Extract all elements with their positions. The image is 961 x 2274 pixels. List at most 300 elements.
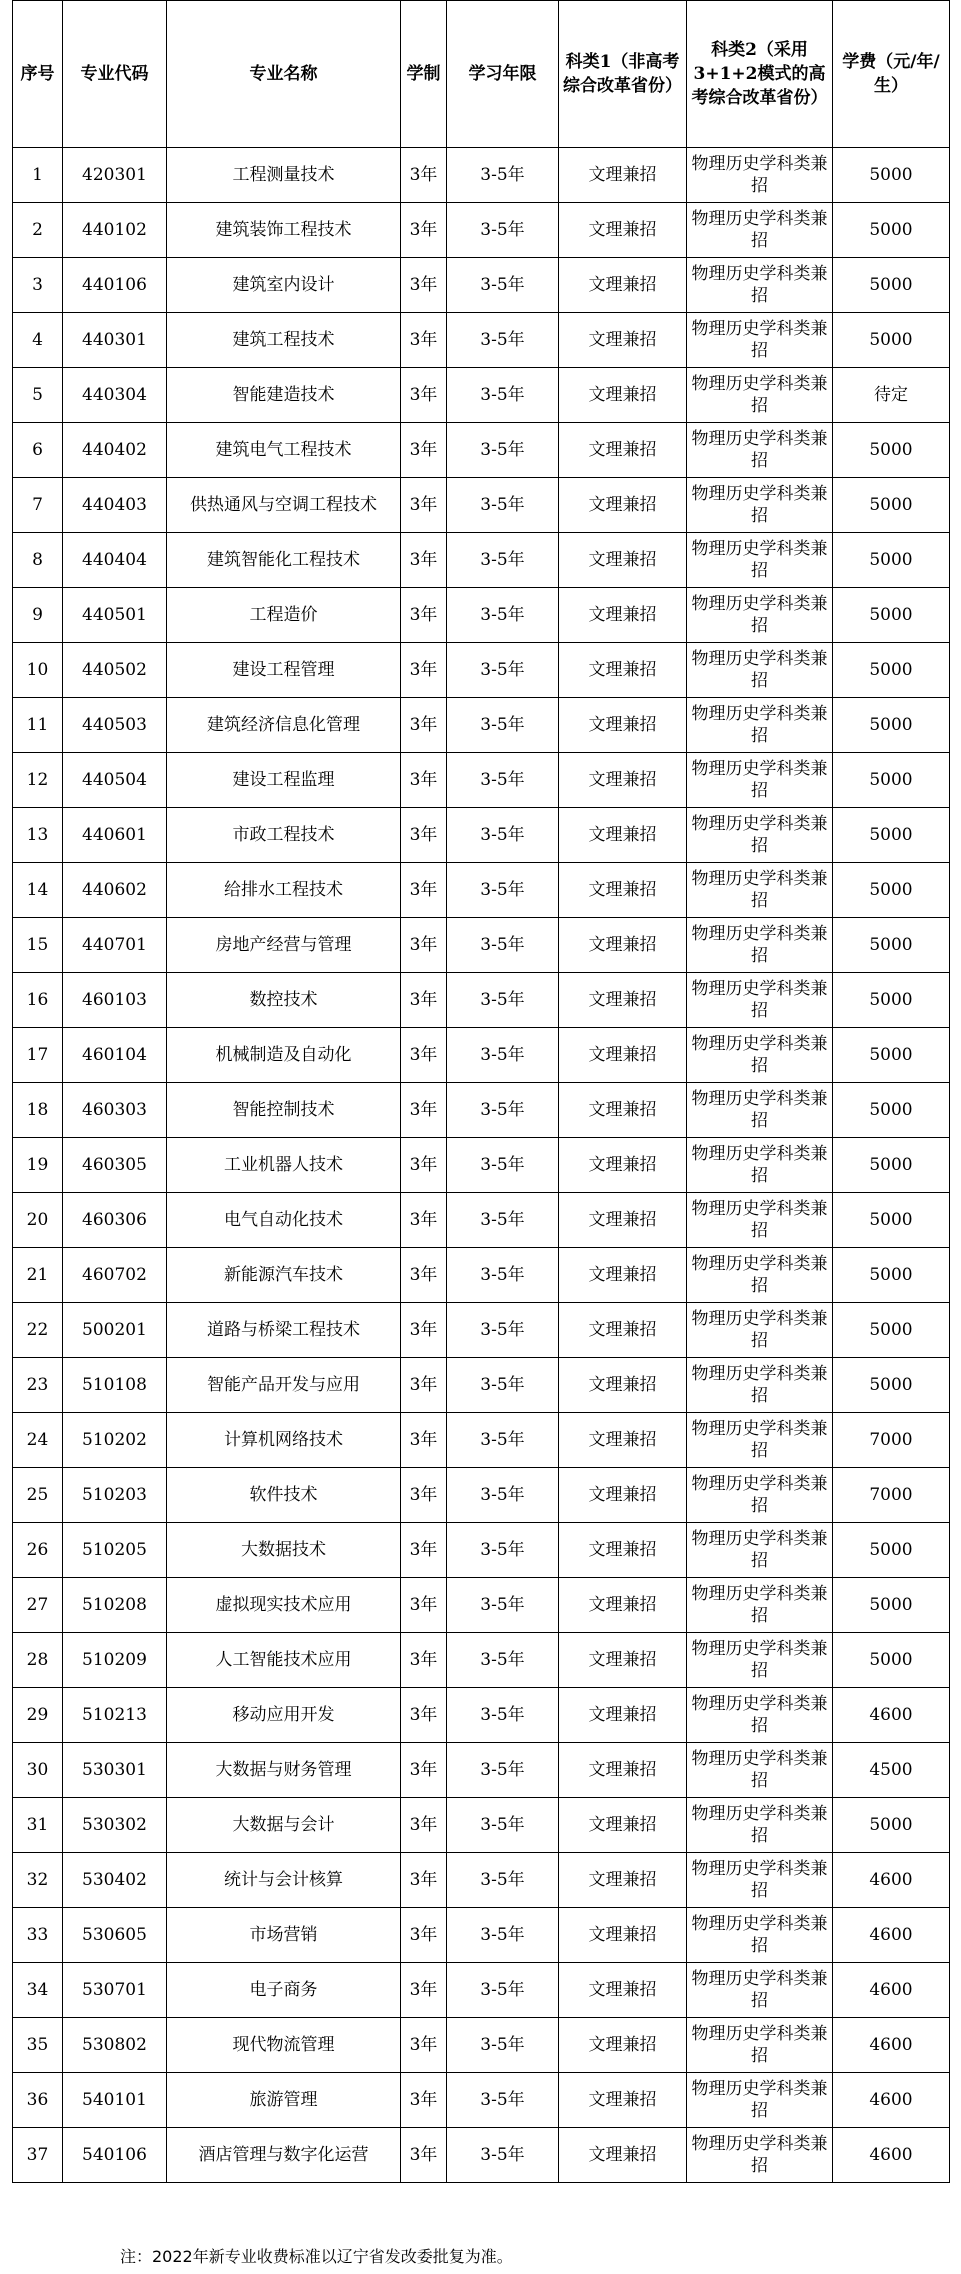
table-row [13, 2073, 950, 2128]
cell-fee: 5000 [833, 808, 950, 863]
cell-system: 3年 [401, 1633, 447, 1688]
cell-years: 3-5年 [447, 258, 559, 313]
cell-system: 3年 [401, 863, 447, 918]
cell-years: 3-5年 [447, 1963, 559, 2018]
cell-fee: 5000 [833, 1358, 950, 1413]
cell-fee: 5000 [833, 1303, 950, 1358]
cell-system: 3年 [401, 258, 447, 313]
cell-fee: 4600 [833, 1853, 950, 1908]
cell-system: 3年 [401, 588, 447, 643]
cell-fee: 4600 [833, 1688, 950, 1743]
cell-fee: 5000 [833, 148, 950, 203]
cell-years: 3-5年 [447, 1578, 559, 1633]
cell-years: 3-5年 [447, 1523, 559, 1578]
cell-system: 3年 [401, 423, 447, 478]
cell-code: 440102 [63, 203, 167, 258]
cell-index: 21 [13, 1248, 63, 1303]
cell-fee: 5000 [833, 533, 950, 588]
document-body [12, 0, 949, 2183]
table-row [13, 1138, 950, 1193]
cell-type1: 文理兼招 [559, 1358, 687, 1413]
cell-code: 540101 [63, 2073, 167, 2128]
cell-fee: 4600 [833, 1908, 950, 1963]
cell-code: 440304 [63, 368, 167, 423]
cell-index: 31 [13, 1798, 63, 1853]
cell-index: 36 [13, 2073, 63, 2128]
cell-system: 3年 [401, 1908, 447, 1963]
cell-type2: 物理历史学科类兼招 [687, 1193, 833, 1248]
cell-name: 市场营销 [167, 1908, 401, 1963]
cell-code: 510213 [63, 1688, 167, 1743]
header-name: 专业名称 [167, 1, 401, 148]
cell-type2: 物理历史学科类兼招 [687, 753, 833, 808]
cell-index: 5 [13, 368, 63, 423]
cell-type1: 文理兼招 [559, 1578, 687, 1633]
cell-code: 510203 [63, 1468, 167, 1523]
cell-name: 建筑经济信息化管理 [167, 698, 401, 753]
cell-code: 510208 [63, 1578, 167, 1633]
cell-type1: 文理兼招 [559, 1193, 687, 1248]
cell-fee: 5000 [833, 423, 950, 478]
table-header-row [13, 1, 950, 148]
cell-name: 建筑装饰工程技术 [167, 203, 401, 258]
cell-years: 3-5年 [447, 1468, 559, 1523]
cell-index: 10 [13, 643, 63, 698]
cell-index: 3 [13, 258, 63, 313]
cell-fee: 5000 [833, 1798, 950, 1853]
cell-index: 11 [13, 698, 63, 753]
cell-fee: 5000 [833, 1083, 950, 1138]
cell-index: 14 [13, 863, 63, 918]
table-row [13, 203, 950, 258]
cell-code: 460104 [63, 1028, 167, 1083]
cell-name: 智能控制技术 [167, 1083, 401, 1138]
cell-system: 3年 [401, 973, 447, 1028]
cell-name: 电子商务 [167, 1963, 401, 2018]
header-index: 序号 [13, 1, 63, 148]
cell-name: 酒店管理与数字化运营 [167, 2128, 401, 2183]
cell-years: 3-5年 [447, 423, 559, 478]
cell-type2: 物理历史学科类兼招 [687, 2073, 833, 2128]
table-body [13, 148, 950, 2183]
header-type1: 科类1（非高考综合改革省份） [559, 1, 687, 148]
cell-index: 18 [13, 1083, 63, 1138]
cell-name: 建筑室内设计 [167, 258, 401, 313]
table-row [13, 1028, 950, 1083]
cell-type1: 文理兼招 [559, 918, 687, 973]
cell-type1: 文理兼招 [559, 1688, 687, 1743]
cell-index: 17 [13, 1028, 63, 1083]
table-row [13, 1633, 950, 1688]
cell-type2: 物理历史学科类兼招 [687, 588, 833, 643]
cell-system: 3年 [401, 1688, 447, 1743]
cell-name: 软件技术 [167, 1468, 401, 1523]
cell-code: 530802 [63, 2018, 167, 2073]
cell-code: 530302 [63, 1798, 167, 1853]
cell-type1: 文理兼招 [559, 1248, 687, 1303]
cell-years: 3-5年 [447, 1688, 559, 1743]
cell-system: 3年 [401, 643, 447, 698]
cell-fee: 5000 [833, 1193, 950, 1248]
cell-code: 460702 [63, 1248, 167, 1303]
cell-index: 29 [13, 1688, 63, 1743]
cell-index: 24 [13, 1413, 63, 1468]
cell-system: 3年 [401, 698, 447, 753]
cell-type2: 物理历史学科类兼招 [687, 1413, 833, 1468]
cell-type1: 文理兼招 [559, 478, 687, 533]
cell-system: 3年 [401, 2073, 447, 2128]
cell-code: 460305 [63, 1138, 167, 1193]
cell-index: 4 [13, 313, 63, 368]
cell-years: 3-5年 [447, 533, 559, 588]
cell-system: 3年 [401, 753, 447, 808]
table-row [13, 643, 950, 698]
cell-name: 计算机网络技术 [167, 1413, 401, 1468]
cell-system: 3年 [401, 808, 447, 863]
cell-system: 3年 [401, 148, 447, 203]
header-fee: 学费（元/年/生） [833, 1, 950, 148]
table-row [13, 533, 950, 588]
cell-name: 建设工程管理 [167, 643, 401, 698]
cell-code: 440503 [63, 698, 167, 753]
cell-system: 3年 [401, 368, 447, 423]
cell-code: 420301 [63, 148, 167, 203]
cell-index: 7 [13, 478, 63, 533]
cell-fee: 7000 [833, 1468, 950, 1523]
cell-name: 智能产品开发与应用 [167, 1358, 401, 1413]
cell-type1: 文理兼招 [559, 753, 687, 808]
cell-years: 3-5年 [447, 1358, 559, 1413]
cell-fee: 4600 [833, 2018, 950, 2073]
cell-index: 26 [13, 1523, 63, 1578]
cell-years: 3-5年 [447, 1138, 559, 1193]
cell-system: 3年 [401, 1028, 447, 1083]
cell-index: 27 [13, 1578, 63, 1633]
cell-system: 3年 [401, 1413, 447, 1468]
cell-name: 建筑工程技术 [167, 313, 401, 368]
cell-name: 移动应用开发 [167, 1688, 401, 1743]
cell-fee: 4600 [833, 1963, 950, 2018]
cell-code: 510209 [63, 1633, 167, 1688]
cell-years: 3-5年 [447, 203, 559, 258]
cell-type1: 文理兼招 [559, 203, 687, 258]
cell-fee: 5000 [833, 863, 950, 918]
cell-type1: 文理兼招 [559, 1908, 687, 1963]
cell-index: 15 [13, 918, 63, 973]
cell-index: 25 [13, 1468, 63, 1523]
cell-code: 460306 [63, 1193, 167, 1248]
cell-type2: 物理历史学科类兼招 [687, 973, 833, 1028]
cell-system: 3年 [401, 1963, 447, 2018]
cell-type1: 文理兼招 [559, 1743, 687, 1798]
cell-years: 3-5年 [447, 808, 559, 863]
cell-type1: 文理兼招 [559, 2073, 687, 2128]
cell-code: 440404 [63, 533, 167, 588]
table-row [13, 1248, 950, 1303]
cell-years: 3-5年 [447, 368, 559, 423]
cell-index: 22 [13, 1303, 63, 1358]
cell-system: 3年 [401, 2128, 447, 2183]
cell-type2: 物理历史学科类兼招 [687, 918, 833, 973]
table-row [13, 1743, 950, 1798]
table-row [13, 863, 950, 918]
cell-type2: 物理历史学科类兼招 [687, 2018, 833, 2073]
cell-fee: 5000 [833, 643, 950, 698]
table-row [13, 973, 950, 1028]
cell-name: 大数据与财务管理 [167, 1743, 401, 1798]
cell-type1: 文理兼招 [559, 2128, 687, 2183]
cell-years: 3-5年 [447, 1248, 559, 1303]
cell-type1: 文理兼招 [559, 1083, 687, 1138]
cell-fee: 4500 [833, 1743, 950, 1798]
cell-index: 16 [13, 973, 63, 1028]
cell-system: 3年 [401, 1358, 447, 1413]
cell-index: 8 [13, 533, 63, 588]
cell-type2: 物理历史学科类兼招 [687, 1578, 833, 1633]
cell-system: 3年 [401, 203, 447, 258]
cell-years: 3-5年 [447, 2018, 559, 2073]
cell-years: 3-5年 [447, 1798, 559, 1853]
cell-years: 3-5年 [447, 148, 559, 203]
cell-years: 3-5年 [447, 643, 559, 698]
header-system: 学制 [401, 1, 447, 148]
cell-type1: 文理兼招 [559, 863, 687, 918]
cell-code: 510205 [63, 1523, 167, 1578]
cell-type1: 文理兼招 [559, 588, 687, 643]
cell-name: 大数据技术 [167, 1523, 401, 1578]
cell-fee: 4600 [833, 2073, 950, 2128]
table-row [13, 753, 950, 808]
cell-index: 23 [13, 1358, 63, 1413]
cell-index: 13 [13, 808, 63, 863]
cell-index: 19 [13, 1138, 63, 1193]
cell-name: 工程造价 [167, 588, 401, 643]
table-row [13, 1908, 950, 1963]
cell-system: 3年 [401, 918, 447, 973]
cell-index: 33 [13, 1908, 63, 1963]
table-row [13, 1688, 950, 1743]
cell-name: 工程测量技术 [167, 148, 401, 203]
cell-type2: 物理历史学科类兼招 [687, 1303, 833, 1358]
table-row [13, 588, 950, 643]
cell-index: 37 [13, 2128, 63, 2183]
cell-fee: 5000 [833, 918, 950, 973]
cell-system: 3年 [401, 1303, 447, 1358]
cell-type2: 物理历史学科类兼招 [687, 1138, 833, 1193]
cell-type1: 文理兼招 [559, 973, 687, 1028]
table-row [13, 1413, 950, 1468]
cell-type2: 物理历史学科类兼招 [687, 423, 833, 478]
cell-type1: 文理兼招 [559, 1633, 687, 1688]
table-row [13, 423, 950, 478]
cell-type1: 文理兼招 [559, 1413, 687, 1468]
cell-type2: 物理历史学科类兼招 [687, 533, 833, 588]
cell-code: 440501 [63, 588, 167, 643]
table-row [13, 1523, 950, 1578]
cell-system: 3年 [401, 2018, 447, 2073]
cell-fee: 5000 [833, 203, 950, 258]
table-row [13, 1853, 950, 1908]
cell-type2: 物理历史学科类兼招 [687, 1633, 833, 1688]
cell-type2: 物理历史学科类兼招 [687, 863, 833, 918]
cell-type1: 文理兼招 [559, 1303, 687, 1358]
majors-table [12, 0, 950, 2183]
cell-fee: 5000 [833, 973, 950, 1028]
cell-type1: 文理兼招 [559, 423, 687, 478]
cell-years: 3-5年 [447, 918, 559, 973]
cell-system: 3年 [401, 1193, 447, 1248]
cell-system: 3年 [401, 1248, 447, 1303]
table-row [13, 808, 950, 863]
cell-name: 现代物流管理 [167, 2018, 401, 2073]
cell-index: 12 [13, 753, 63, 808]
cell-name: 建设工程监理 [167, 753, 401, 808]
cell-name: 智能建造技术 [167, 368, 401, 423]
cell-fee: 5000 [833, 1523, 950, 1578]
cell-name: 旅游管理 [167, 2073, 401, 2128]
cell-fee: 5000 [833, 313, 950, 368]
cell-code: 440504 [63, 753, 167, 808]
cell-fee: 5000 [833, 258, 950, 313]
cell-system: 3年 [401, 1138, 447, 1193]
cell-code: 460303 [63, 1083, 167, 1138]
cell-type2: 物理历史学科类兼招 [687, 2128, 833, 2183]
table-row [13, 313, 950, 368]
cell-fee: 5000 [833, 1248, 950, 1303]
cell-system: 3年 [401, 533, 447, 588]
table-row [13, 1468, 950, 1523]
cell-type2: 物理历史学科类兼招 [687, 698, 833, 753]
cell-type1: 文理兼招 [559, 1138, 687, 1193]
cell-system: 3年 [401, 1083, 447, 1138]
cell-index: 30 [13, 1743, 63, 1798]
cell-fee: 5000 [833, 478, 950, 533]
cell-years: 3-5年 [447, 1413, 559, 1468]
cell-years: 3-5年 [447, 1853, 559, 1908]
cell-name: 道路与桥梁工程技术 [167, 1303, 401, 1358]
cell-index: 20 [13, 1193, 63, 1248]
cell-code: 530605 [63, 1908, 167, 1963]
cell-type2: 物理历史学科类兼招 [687, 258, 833, 313]
cell-years: 3-5年 [447, 1193, 559, 1248]
header-years: 学习年限 [447, 1, 559, 148]
cell-type2: 物理历史学科类兼招 [687, 1028, 833, 1083]
cell-fee: 5000 [833, 588, 950, 643]
cell-type1: 文理兼招 [559, 1523, 687, 1578]
cell-type1: 文理兼招 [559, 698, 687, 753]
cell-type1: 文理兼招 [559, 808, 687, 863]
cell-code: 440701 [63, 918, 167, 973]
cell-name: 大数据与会计 [167, 1798, 401, 1853]
cell-name: 房地产经营与管理 [167, 918, 401, 973]
cell-code: 440602 [63, 863, 167, 918]
table-row [13, 1358, 950, 1413]
cell-index: 6 [13, 423, 63, 478]
table-row [13, 368, 950, 423]
cell-index: 9 [13, 588, 63, 643]
cell-system: 3年 [401, 1523, 447, 1578]
cell-name: 供热通风与空调工程技术 [167, 478, 401, 533]
cell-system: 3年 [401, 1743, 447, 1798]
table-row [13, 1303, 950, 1358]
cell-code: 510108 [63, 1358, 167, 1413]
cell-years: 3-5年 [447, 478, 559, 533]
cell-index: 2 [13, 203, 63, 258]
table-row [13, 1083, 950, 1138]
table-row [13, 2128, 950, 2183]
cell-name: 数控技术 [167, 973, 401, 1028]
header-type2: 科类2（采用3+1+2模式的高考综合改革省份） [687, 1, 833, 148]
footnote: 注：2022年新专业收费标准以辽宁省发改委批复为准。 [120, 2247, 513, 2266]
cell-years: 3-5年 [447, 1083, 559, 1138]
cell-index: 34 [13, 1963, 63, 2018]
cell-type1: 文理兼招 [559, 148, 687, 203]
cell-fee: 5000 [833, 1028, 950, 1083]
cell-code: 440106 [63, 258, 167, 313]
header-code: 专业代码 [63, 1, 167, 148]
cell-name: 电气自动化技术 [167, 1193, 401, 1248]
cell-name: 工业机器人技术 [167, 1138, 401, 1193]
cell-type2: 物理历史学科类兼招 [687, 1963, 833, 2018]
cell-fee: 5000 [833, 1633, 950, 1688]
cell-name: 给排水工程技术 [167, 863, 401, 918]
cell-type2: 物理历史学科类兼招 [687, 1523, 833, 1578]
cell-years: 3-5年 [447, 1303, 559, 1358]
cell-code: 540106 [63, 2128, 167, 2183]
cell-type2: 物理历史学科类兼招 [687, 1688, 833, 1743]
cell-code: 530301 [63, 1743, 167, 1798]
cell-type2: 物理历史学科类兼招 [687, 478, 833, 533]
cell-name: 建筑电气工程技术 [167, 423, 401, 478]
cell-years: 3-5年 [447, 753, 559, 808]
table-row [13, 1798, 950, 1853]
cell-fee: 5000 [833, 753, 950, 808]
cell-system: 3年 [401, 1798, 447, 1853]
table-row [13, 918, 950, 973]
cell-fee: 待定 [833, 368, 950, 423]
cell-type1: 文理兼招 [559, 1853, 687, 1908]
cell-fee: 5000 [833, 1578, 950, 1633]
cell-years: 3-5年 [447, 1633, 559, 1688]
cell-fee: 7000 [833, 1413, 950, 1468]
cell-years: 3-5年 [447, 863, 559, 918]
cell-name: 人工智能技术应用 [167, 1633, 401, 1688]
cell-type1: 文理兼招 [559, 533, 687, 588]
table-row [13, 1963, 950, 2018]
cell-type1: 文理兼招 [559, 313, 687, 368]
cell-code: 530701 [63, 1963, 167, 2018]
cell-code: 440301 [63, 313, 167, 368]
cell-code: 510202 [63, 1413, 167, 1468]
cell-years: 3-5年 [447, 973, 559, 1028]
cell-name: 建筑智能化工程技术 [167, 533, 401, 588]
cell-type1: 文理兼招 [559, 1028, 687, 1083]
cell-type2: 物理历史学科类兼招 [687, 1468, 833, 1523]
cell-index: 35 [13, 2018, 63, 2073]
cell-type2: 物理历史学科类兼招 [687, 1853, 833, 1908]
cell-type1: 文理兼招 [559, 258, 687, 313]
cell-type2: 物理历史学科类兼招 [687, 1248, 833, 1303]
cell-years: 3-5年 [447, 1908, 559, 1963]
cell-type2: 物理历史学科类兼招 [687, 1908, 833, 1963]
cell-code: 440601 [63, 808, 167, 863]
cell-type1: 文理兼招 [559, 1468, 687, 1523]
cell-system: 3年 [401, 1853, 447, 1908]
cell-years: 3-5年 [447, 698, 559, 753]
cell-name: 虚拟现实技术应用 [167, 1578, 401, 1633]
cell-system: 3年 [401, 478, 447, 533]
cell-code: 440502 [63, 643, 167, 698]
